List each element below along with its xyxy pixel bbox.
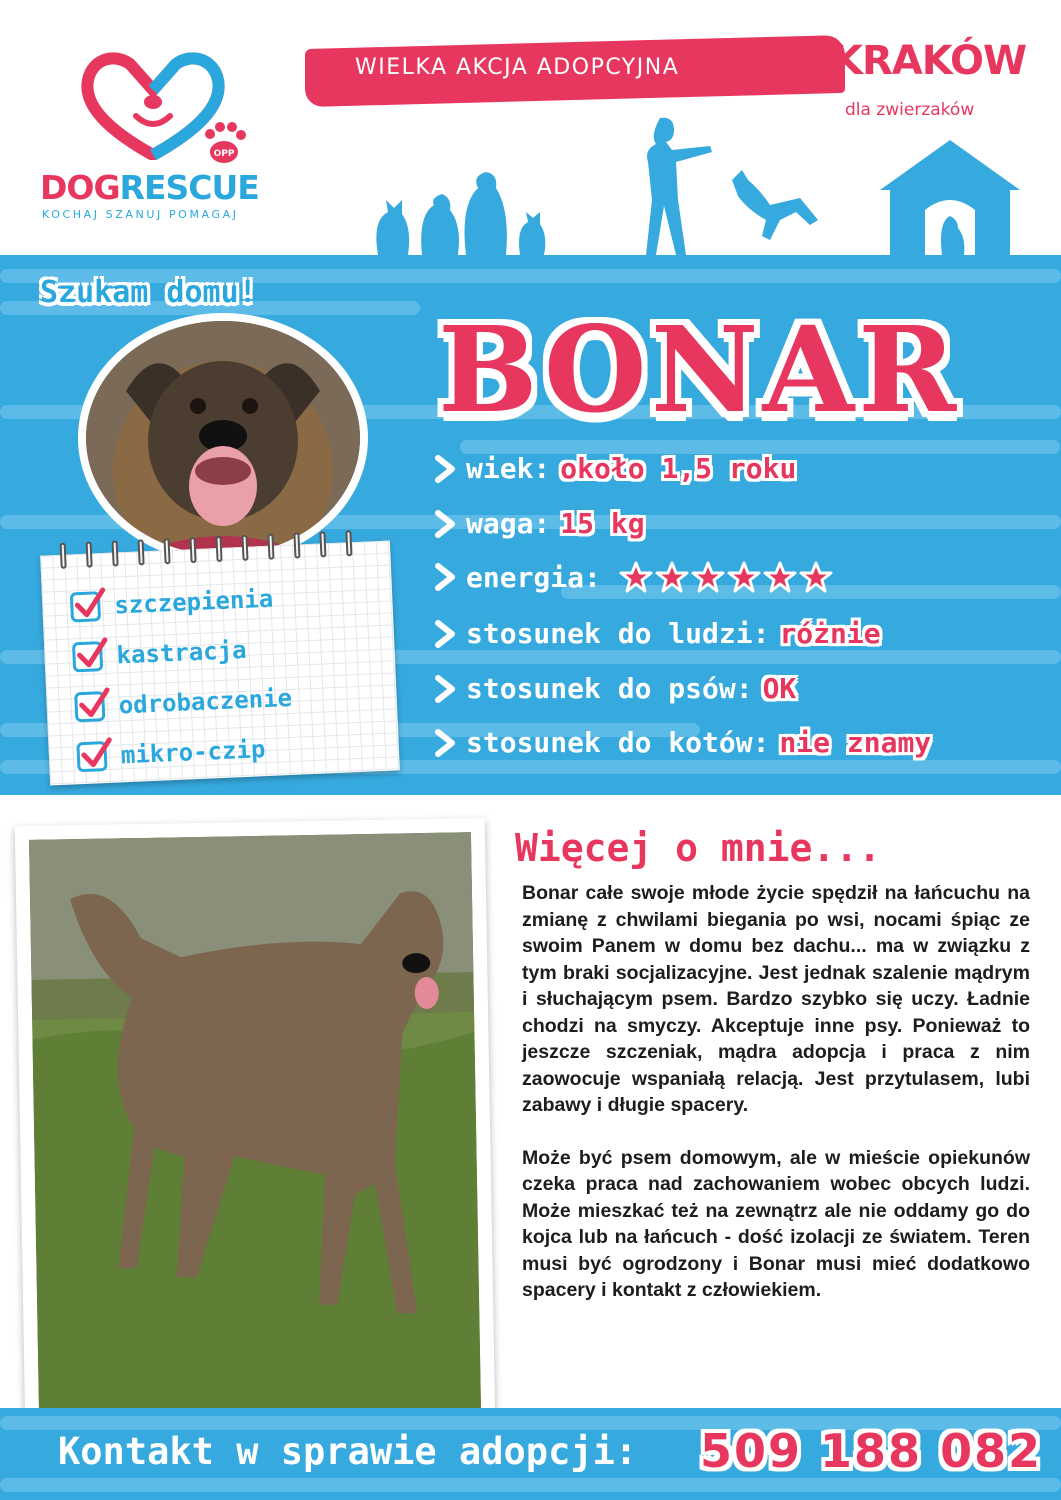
- paw-icon: [202, 120, 246, 170]
- detail-label: stosunek do ludzi:: [466, 617, 770, 650]
- notepad-ring: [164, 538, 171, 564]
- campaign-banner-text: WIELKA AKCJA ADOPCYJNA: [355, 55, 680, 80]
- detail-value: nie znamy: [779, 726, 932, 759]
- dog-name: BONAR: [438, 300, 961, 439]
- notepad-ring: [215, 536, 222, 562]
- logo-tagline: KOCHAJ SZANUJ POMAGAJ: [42, 208, 239, 221]
- chevron-right-icon: [432, 509, 458, 539]
- notepad-ring: [345, 530, 352, 556]
- looking-for-home-heading: Szukam domu!: [40, 275, 257, 310]
- contact-phone[interactable]: 509 188 082: [700, 1424, 1043, 1478]
- detail-value: około 1,5 roku: [560, 452, 797, 485]
- detail-label: wiek:: [466, 452, 551, 485]
- notepad-ring: [86, 541, 93, 567]
- notepad-ring: [241, 535, 248, 561]
- logo-part-rescue: RESCUE: [119, 168, 259, 207]
- detail-value: 15 kg: [560, 507, 645, 540]
- about-heading: Więcej o mnie...: [515, 826, 882, 870]
- detail-people: [432, 617, 881, 650]
- detail-weight: [432, 507, 645, 540]
- health-checklist-notepad: [40, 540, 400, 785]
- campaign-city-subtitle: dla zwierzaków: [845, 100, 975, 120]
- notepad-ring: [267, 534, 274, 560]
- chevron-right-icon: [432, 674, 458, 704]
- dog-standing-illustration: [29, 832, 481, 1417]
- checklist-item: [70, 584, 274, 623]
- notepad-ring: [293, 532, 300, 558]
- detail-label: energia:: [466, 560, 601, 594]
- star-icon: [799, 560, 833, 594]
- star-icon: [619, 560, 653, 594]
- checklist-item: [72, 635, 247, 673]
- contact-label: Kontakt w sprawie adopcji:: [58, 1430, 638, 1473]
- detail-energy: [432, 560, 835, 594]
- detail-label: waga:: [466, 507, 551, 540]
- about-text: [522, 880, 1030, 1330]
- opp-label: OPP: [213, 149, 235, 159]
- chevron-right-icon: [432, 454, 458, 484]
- notepad-ring: [319, 531, 326, 557]
- detail-dogs: [432, 672, 796, 705]
- detail-value: różnie: [779, 617, 881, 650]
- logo-wordmark: [40, 168, 259, 207]
- checkbox-checked-icon: [74, 691, 105, 722]
- checklist-label: odrobaczenie: [118, 683, 293, 720]
- about-paragraph: Może być psem domowym, ale w mieście opiekunów czeka praca nad zachowaniem wobec obcych ludzi. Może mieszkać też na zewnątrz ale nie oddamy go do kojca lub na łańcuch - dość izolacji ze światem. Teren musi być ogrodzony i Bonar musi mieć dodatkowo spacery i kontakt z człowiekiem.: [522, 1146, 1030, 1301]
- energy-rating: [619, 560, 835, 594]
- dog-rescue-logo: [30, 50, 260, 230]
- campaign-city: KRAKÓW: [832, 38, 1027, 84]
- star-icon: [727, 560, 761, 594]
- star-icon: [655, 560, 689, 594]
- star-icon: [691, 560, 725, 594]
- about-paragraph: Bonar całe swoje młode życie spędził na łańcuchu na zmianę z chwilami biegania po wsi, nocami śpiąc ze swoim Panem w domu bez dachu... ma w związku z tym braki socjalizacyjne. Jest jednak szalenie mądrym i słuchającym psem. Bardzo szybko się uczy. Ładnie chodzi na smyczy. Akceptuje inne psy. Ponieważ to jeszcze szczeniak, mądra adopcja i praca z nim zaowocuje wspaniałą relacją. Jest przytulasem, lubi zabawy i długie spacery.: [522, 882, 1030, 1116]
- dog-face-illustration: [86, 321, 360, 555]
- chevron-right-icon: [432, 562, 458, 592]
- detail-age: [432, 452, 796, 485]
- star-icon: [763, 560, 797, 594]
- notepad-ring: [112, 540, 119, 566]
- checkbox-checked-icon: [76, 741, 107, 772]
- chevron-right-icon: [432, 728, 458, 758]
- notepad-ring: [189, 537, 196, 563]
- checklist-item: [76, 734, 266, 772]
- chevron-right-icon: [432, 619, 458, 649]
- checklist-label: kastracja: [115, 635, 248, 670]
- notepad-ring: [60, 543, 67, 569]
- checklist-label: szczepienia: [113, 584, 274, 620]
- logo-part-dog: DOG: [40, 168, 120, 207]
- people-and-pets-silhouette-icon: [360, 110, 1040, 260]
- checkbox-checked-icon: [72, 641, 103, 672]
- dog-full-photo: [15, 818, 495, 1431]
- decor-stripe: [0, 1478, 1061, 1492]
- checklist-label: mikro-czip: [120, 735, 266, 770]
- detail-label: stosunek do kotów:: [466, 726, 770, 759]
- detail-value: OK: [762, 672, 797, 705]
- detail-cats: [432, 726, 931, 759]
- notepad-ring: [138, 539, 145, 565]
- checkbox-checked-icon: [70, 591, 101, 622]
- checklist-item: [74, 683, 292, 722]
- detail-label: stosunek do psów:: [466, 672, 753, 705]
- dog-portrait-photo: [78, 313, 368, 563]
